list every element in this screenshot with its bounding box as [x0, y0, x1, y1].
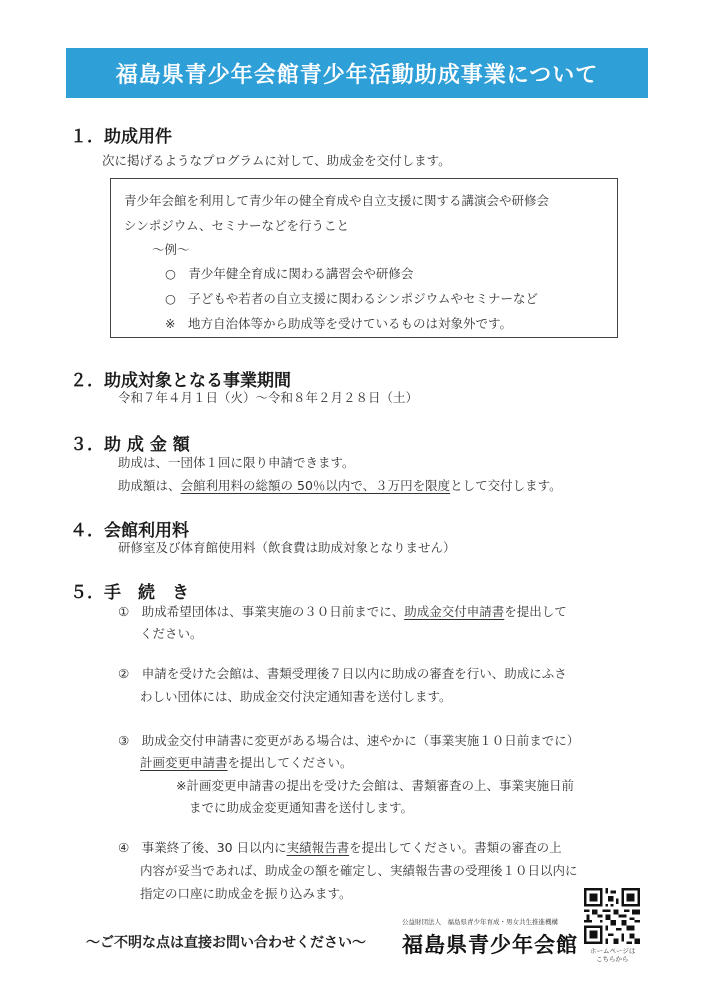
- qr-caption-2: こちらから: [596, 955, 629, 963]
- grant-line-2: [118, 480, 562, 493]
- step-4-a: ④ 事業終了後、30 日以内に: [118, 840, 287, 855]
- step-4-b: を提出してください。書類の審査の上: [349, 840, 562, 855]
- qr-caption-1: ホームページは: [590, 947, 636, 955]
- step-3-line-1: ③ 助成金交付申請書に変更がある場合は、速やかに（事業実施１０日前までに）: [118, 733, 580, 748]
- step-1-a: ① 助成希望団体は、事業実施の３０日前までに、: [118, 604, 405, 619]
- box-example-label: ～例～: [152, 242, 190, 257]
- page-title: 福島県青少年会館青少年活動助成事業について: [66, 48, 648, 98]
- section-3-heading: ３．助 成 金 額: [70, 435, 190, 455]
- fee-line: 研修室及び体育館使用料（飲食費は助成対象となりません）: [118, 540, 456, 555]
- box-line-1: 青少年会館を利用して青少年の健全育成や自立支援に関する講演会や研修会: [124, 193, 550, 208]
- org-name: 福島県青少年会館: [402, 933, 578, 957]
- step-4-line-3: 指定の口座に助成金を振り込みます。: [140, 886, 352, 901]
- box-note: ※ 地方自治体等から助成等を受けているものは対象外です。: [165, 316, 512, 331]
- qr-code-icon[interactable]: [584, 888, 640, 944]
- step-3-line-2: [140, 757, 353, 770]
- step-2-line-2: わしい団体には、助成金交付決定通知書を送付します。: [140, 689, 452, 704]
- step-4-line-1: [118, 842, 562, 855]
- section-5-heading: ５．手 続 き: [70, 583, 189, 603]
- section-1-intro: 次に掲げるようなプログラムに対して、助成金を交付します。: [102, 153, 451, 168]
- application-form-underlined: 助成金交付申請書: [404, 604, 505, 619]
- report-form-underlined: 実績報告書: [286, 840, 350, 855]
- box-line-2: シンポジウム、セミナーなどを行うこと: [124, 218, 349, 233]
- grant-line-2-a: 助成額は、: [118, 478, 181, 493]
- step-4-line-2: 内容が妥当であれば、助成金の額を確定し、実績報告書の受理後１０日以内に: [140, 863, 578, 878]
- step-1-line-2: ください。: [140, 626, 203, 641]
- step-1-line-1: [118, 606, 567, 619]
- org-parent-name: 公益財団法人 福島県青少年育成・男女共生推進機構: [402, 918, 558, 926]
- contact-note: ～ご不明な点は直接お問い合わせください～: [86, 935, 366, 951]
- box-example-2: ○ 子どもや若者の自立支援に関わるシンポジウムやセミナーなど: [165, 291, 538, 306]
- step-3-b: を提出してください。: [227, 755, 353, 770]
- grant-line-1: 助成は、一団体１回に限り申請できます。: [118, 455, 355, 470]
- period-text: 令和７年４月１日（火）～令和８年２月２８日（土）: [118, 390, 419, 405]
- grant-line-2-b: として交付します。: [450, 478, 562, 493]
- section-2-heading: ２．助成対象となる事業期間: [70, 371, 291, 391]
- grant-limit-underlined: 会館利用料の総額の 50％以内で、３万円を限度: [180, 478, 451, 493]
- step-3-note-2: までに助成金変更通知書を送付します。: [189, 800, 414, 815]
- change-form-underlined: 計画変更申請書: [140, 755, 228, 770]
- section-4-heading: ４．会館利用料: [70, 521, 189, 541]
- box-example-1: ○ 青少年健全育成に関わる講習会や研修会: [165, 266, 414, 281]
- step-2-line-1: ② 申請を受けた会館は、書類受理後７日以内に助成の審査を行い、助成にふさ: [118, 666, 567, 681]
- step-1-b: を提出して: [504, 604, 567, 619]
- section-1-heading: １．助成用件: [70, 127, 172, 147]
- step-3-note-1: ※計画変更申請書の提出を受けた会館は、書類審査の上、事業実施日前: [176, 778, 574, 793]
